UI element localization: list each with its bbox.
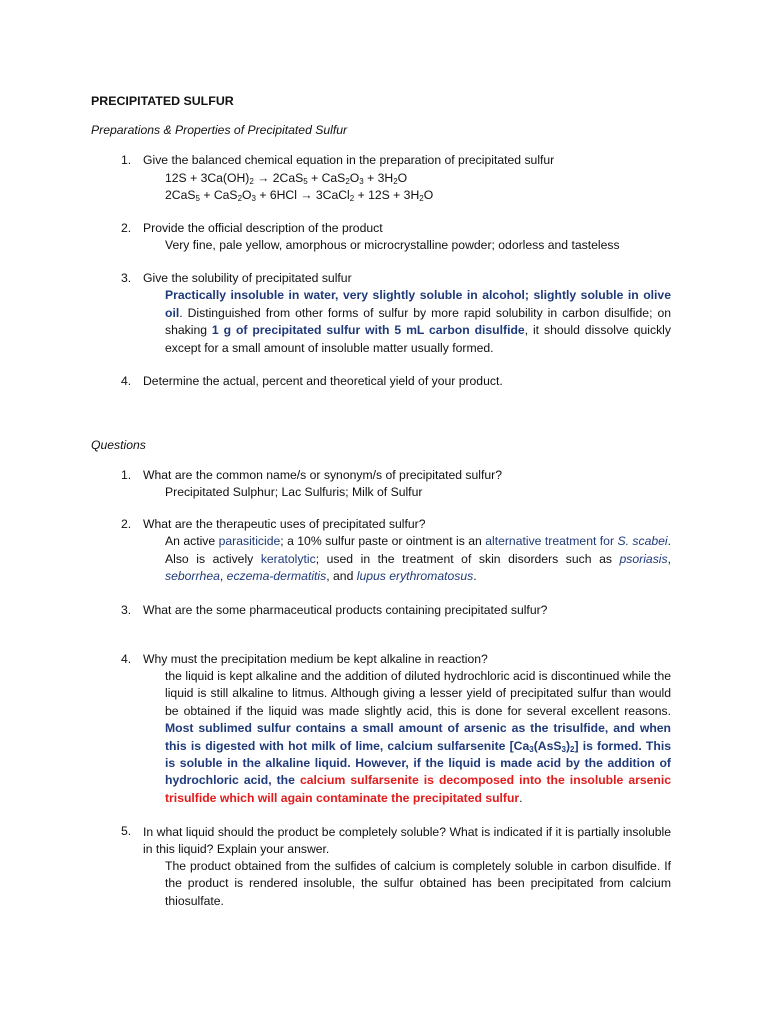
question-2-text: What are the therapeutic uses of precipitated sulfur? xyxy=(143,517,426,531)
prep-1-question: Give the balanced chemical equation in the preparation of precipitated sulfur xyxy=(143,153,555,167)
question-2-number: 2. xyxy=(121,517,132,531)
question-1-answer: Precipitated Sulphur; Lac Sulfuris; Milk of Sulfur xyxy=(165,485,423,499)
prep-4-number: 4. xyxy=(121,374,132,388)
question-4-number: 4. xyxy=(121,652,132,666)
prep-2-answer: Very fine, pale yellow, amorphous or microcrystalline powder; odorless and tasteless xyxy=(165,238,620,252)
prep-4-question: Determine the actual, percent and theoretical yield of your product. xyxy=(143,374,503,388)
question-2-answer: An active parasiticide; a 10% sulfur paste or ointment is an alternative treatment for S. scabei. Also is actively keratolytic; used in the treatment of skin disorders such as psoriasis, seborrhea, eczema-dermatitis, and lupus erythromatosus. xyxy=(165,534,671,584)
question-1-number: 1. xyxy=(121,468,132,482)
question-5-answer: The product obtained from the sulfides of calcium is completely soluble in carbon disulfide. If the product is rendered insoluble, the sulfur obtained has been precipitated from calcium thiosulfate. xyxy=(165,859,671,908)
prep-2-question: Provide the official description of the product xyxy=(143,221,383,235)
prep-3-number: 3. xyxy=(121,271,132,285)
document-title: PRECIPITATED SULFUR xyxy=(91,94,234,108)
question-4-answer: the liquid is kept alkaline and the addition of diluted hydrochloric acid is discontinued while the liquid is still alkaline to litmus. Although giving a lesser yield of precipitated sulfur than would be obtained if the liquid was made slightly acid, this is done for several excellent reasons. Most sublimed sulfur contains a small amount of arsenic as the trisulfide, and when this is digested with hot milk of lime, calcium sulfarsenite $[Ca_3(AsS_3)_2]$ is formed. This is soluble in the alkaline liquid. However, if the liquid is made acid by the addition of hydrochloric acid, the calcium sulfarsenite is decomposed into the insoluble arsenic trisulfide which will again contaminate the precipitated sulfur. xyxy=(165,669,671,805)
prep-1-equation-1: $12S + 3Ca(OH)_2 \to 2CaS_5 + CaS_2O_3 + 3H_2O$ xyxy=(165,171,408,186)
question-4-text: Why must the precipitation medium be kept alkaline in reaction? xyxy=(143,652,488,666)
question-3-number: 3. xyxy=(121,603,132,617)
prep-2-number: 2. xyxy=(121,221,132,235)
question-1-text: What are the common name/s or synonym/s of precipitated sulfur? xyxy=(143,468,503,482)
document-subtitle: Preparations & Properties of Precipitated Sulfur xyxy=(91,123,348,137)
prep-3-question: Give the solubility of precipitated sulfur xyxy=(143,271,352,285)
questions-heading: Questions xyxy=(91,438,146,452)
prep-3-answer: Practically insoluble in water, very slightly soluble in alcohol; slightly soluble in olive oil. Distinguished from other forms of sulfur by more rapid solubility in carbon disulfide; on shaking 1 g of precipitated sulfur with 5 mL carbon disulfide, it should dissolve quickly except for a small amount of insoluble matter usually formed. xyxy=(165,288,671,355)
question-5-number: 5. xyxy=(121,824,132,838)
prep-1-equation-2: $2CaS_5 + CaS_2O_3 + 6HCl$ → 3CaCl$_2$ + $12S + 3H_2O$ xyxy=(165,188,434,203)
question-3-text: What are the some pharmaceutical products containing precipitated sulfur? xyxy=(143,603,548,617)
prep-1-number: 1. xyxy=(121,153,132,167)
question-5-text: In what liquid should the product be completely soluble? What is indicated if it is partially insoluble in this liquid? Explain your answer. xyxy=(143,825,671,856)
